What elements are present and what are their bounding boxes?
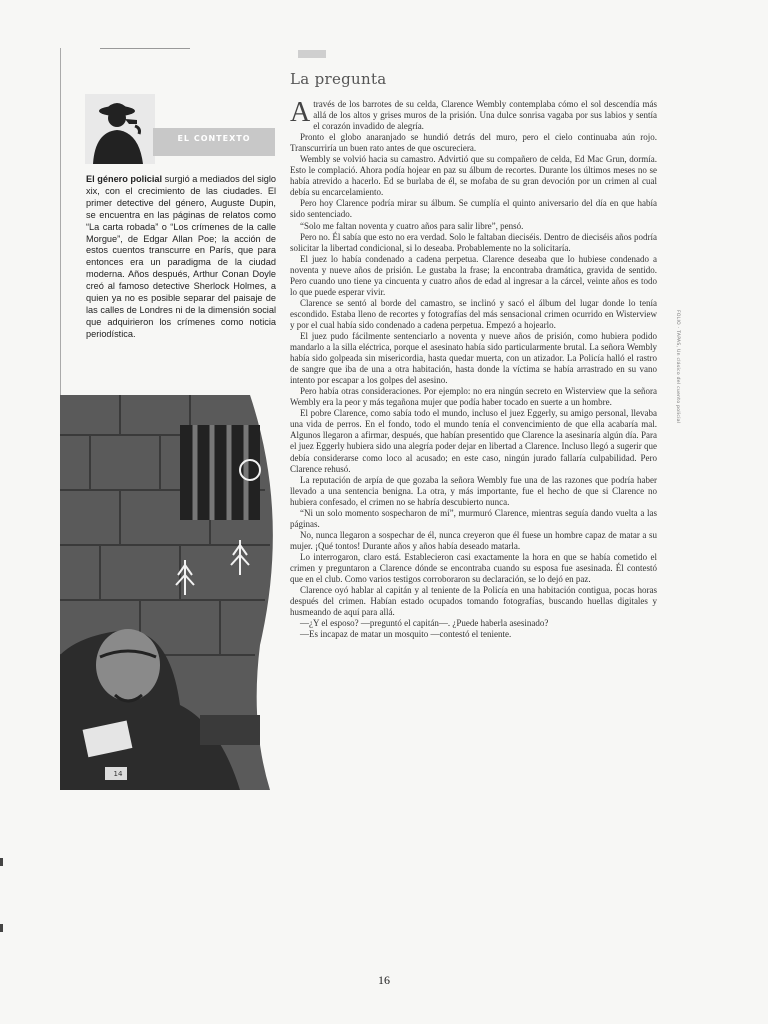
context-label: EL CONTEXTO — [177, 134, 251, 143]
story-paragraph: El pobre Clarence, como sabía todo el mundo, incluso el juez Eggerly, su amigo personal, llevaba una vida de perros. En el fondo, todo el mundo tenía el convencimiento de que ella acabaría mal. Algunos llegaron a afirmar, después, que habían presentido que Clarence la asesinaría algún día. Para el juez Eggerly hubiera sido una alegría poder dejar en libertad a Clarence. Incluso llegó a sugerir que debía considerarse como loco al acusado; en este caso, ningún jurado fallaría culpabilidad. Pero Clarence rehusó. — [290, 408, 657, 474]
story-paragraph: Wembly se volvió hacia su camastro. Advirtió que su compañero de celda, Ed Mac Grun, dormía. Esto le complació. Ahora podía hojear en paz su álbum de recortes. Durante los últimos meses no se había atrevido a hacerlo. Ed se burlaba de él, se mofaba de su gran devoción por un crimen al cual debía su encarcelamiento. — [290, 154, 657, 198]
context-band — [153, 128, 275, 156]
story-paragraph: Pero hoy Clarence podría mirar su álbum. Se cumplía el quinto aniversario del día en que había sido sentenciado. — [290, 198, 657, 220]
story-paragraph: El juez pudo fácilmente sentenciarlo a noventa y nueve años de prisión, como hubiera podido mandarlo a la silla eléctrica, porque el asesinato había sido particularmente brutal. La señora Wembly había sido golpeada sin misericordia, hasta quedar muerta, con un atizador. La Policía halló el rastro de sangre que iba de una a otra habitación, hasta donde la víctima se había arrastrado en su vano intento por escapar a los golpes del asesino. — [290, 330, 657, 386]
story-paragraph: “Solo me faltan noventa y cuatro años para salir libre”, pensó. — [300, 220, 524, 231]
scan-mark — [0, 924, 3, 932]
story-paragraph: Clarence oyó hablar al capitán y al teniente de la Policía en una habitación contigua, pocas horas después del crimen. Habían estado ocupados tomando fotografías, buscando huellas digitales y husmeando de aquí para allá. — [290, 585, 657, 618]
context-header — [85, 94, 275, 164]
story-paragraph: “Ni un solo momento sospecharon de mí”, murmuró Clarence, mientras seguía dando vuelta a las páginas. — [290, 507, 657, 529]
story-title: La pregunta — [290, 70, 387, 88]
detective-silhouette-icon — [85, 94, 155, 164]
story-body — [290, 99, 657, 640]
story-paragraph: Pero había otras consideraciones. Por ejemplo: no era ningún secreto en Wisterview que la señora Wembly era la peor y más tegañona mujer que podía haber tocado en suerte a un hombre. — [290, 386, 657, 408]
story-paragraph: Pronto el globo anaranjado se hundió detrás del muro, pero el cielo continuaba aún rojo. Transcurriría un buen rato antes de que oscureciera. — [290, 132, 657, 154]
context-text-body: surgió a mediados del siglo xix, con el crecimiento de las ciudades. El primer detective del género, Auguste Dupin, se encuentra en las páginas de relatos como “La carta robada” o “Los crímenes de la calle Morgue”, de Edgar Allan Poe; la acción de estos cuentos transcurre en París, que para entonces era un paradigma de la ciudad moderna. Años después, Arthur Conan Doyle creó al famoso detective Sherlock Holmes, a quien ya no es posible separar del paisaje de las calles de Londres ni de la dimensión social que adquirieron los crímenes como noticia periodística. — [86, 174, 277, 339]
story-paragraph: Através de los barrotes de su celda, Clarence Wembly contemplaba cómo el sol descendía más allá de los altos y grises muros de la prisión. Una dulce sonrisa vagaba por sus labios y sentía el corazón invadido de alegría. — [290, 97, 657, 132]
scan-mark — [0, 858, 3, 866]
drop-cap: A — [290, 97, 311, 128]
story-paragraph: —¿Y el esposo? —preguntó el capitán—. ¿Puede haberla asesinado? — [300, 618, 549, 629]
page-number: 16 — [378, 973, 390, 987]
story-paragraph: Pero no. Él sabía que esto no era verdad. Solo le faltaban dieciséis. Dentro de dieciséis años podría solicitar la libertad condicional, si lo deseaba. Probablemente no la solicitaría. — [290, 231, 657, 253]
story-paragraph: La reputación de arpía de que gozaba la señora Wembly fue una de las razones que podría haber llevado a una sentencia benigna. La otra, y más importante, fue el hecho de que si Clarence no hubiera confesado, el crimen no se habría descubierto nunca. — [290, 474, 657, 507]
story-paragraph: —Es incapaz de matar un mosquito —contestó el teniente. — [300, 629, 512, 640]
story-paragraph: No, nunca llegaron a sospechar de él, nunca creyeron que él fuese un hombre capaz de matar a su mujer. ¡Qué tontos! Durante años y años había deseado matarla. — [290, 529, 657, 551]
story-paragraph: Lo interrogaron, claro está. Establecieron casi exactamente la hora en que se había cometido el crimen y preguntaron a Clarence dónde se encontraba cuando su esposa fue asesinada. Él contestó que en el club. Como varios testigos corroboraron su declaración, se lo dejó en paz. — [290, 551, 657, 585]
context-text-bold: El género policial — [86, 174, 163, 184]
side-credit: FOLIO · TAPAS, Un clásico del cuento policial — [675, 310, 680, 424]
title-ornament — [298, 50, 326, 58]
prisoner-illustration — [60, 395, 275, 790]
illustration-page-stamp: 14 — [113, 770, 123, 778]
context-text — [86, 174, 276, 341]
story-paragraph: El juez lo había condenado a cadena perpetua. Clarence deseaba que lo hubiese condenado a noventa y nueve años de prisión. Le gustaba la frase; la encontraba dramática, gravida de sentido. Pero cuando uno tiene ya cincuenta y cuatro años de edad al ingresar a la cárcel, veinte años es todo lo que puede esperar vivir. — [290, 253, 657, 297]
story-paragraph: Clarence se sentó al borde del camastro, se inclinó y sacó el álbum del lugar donde lo tenía escondido. Estaba lleno de recortes y fotografías del más sensacional crimen ocurrido en Wisterview y por el cual había sido condenado a cadena perpetua. Empezó a hojearlo. — [290, 297, 657, 330]
